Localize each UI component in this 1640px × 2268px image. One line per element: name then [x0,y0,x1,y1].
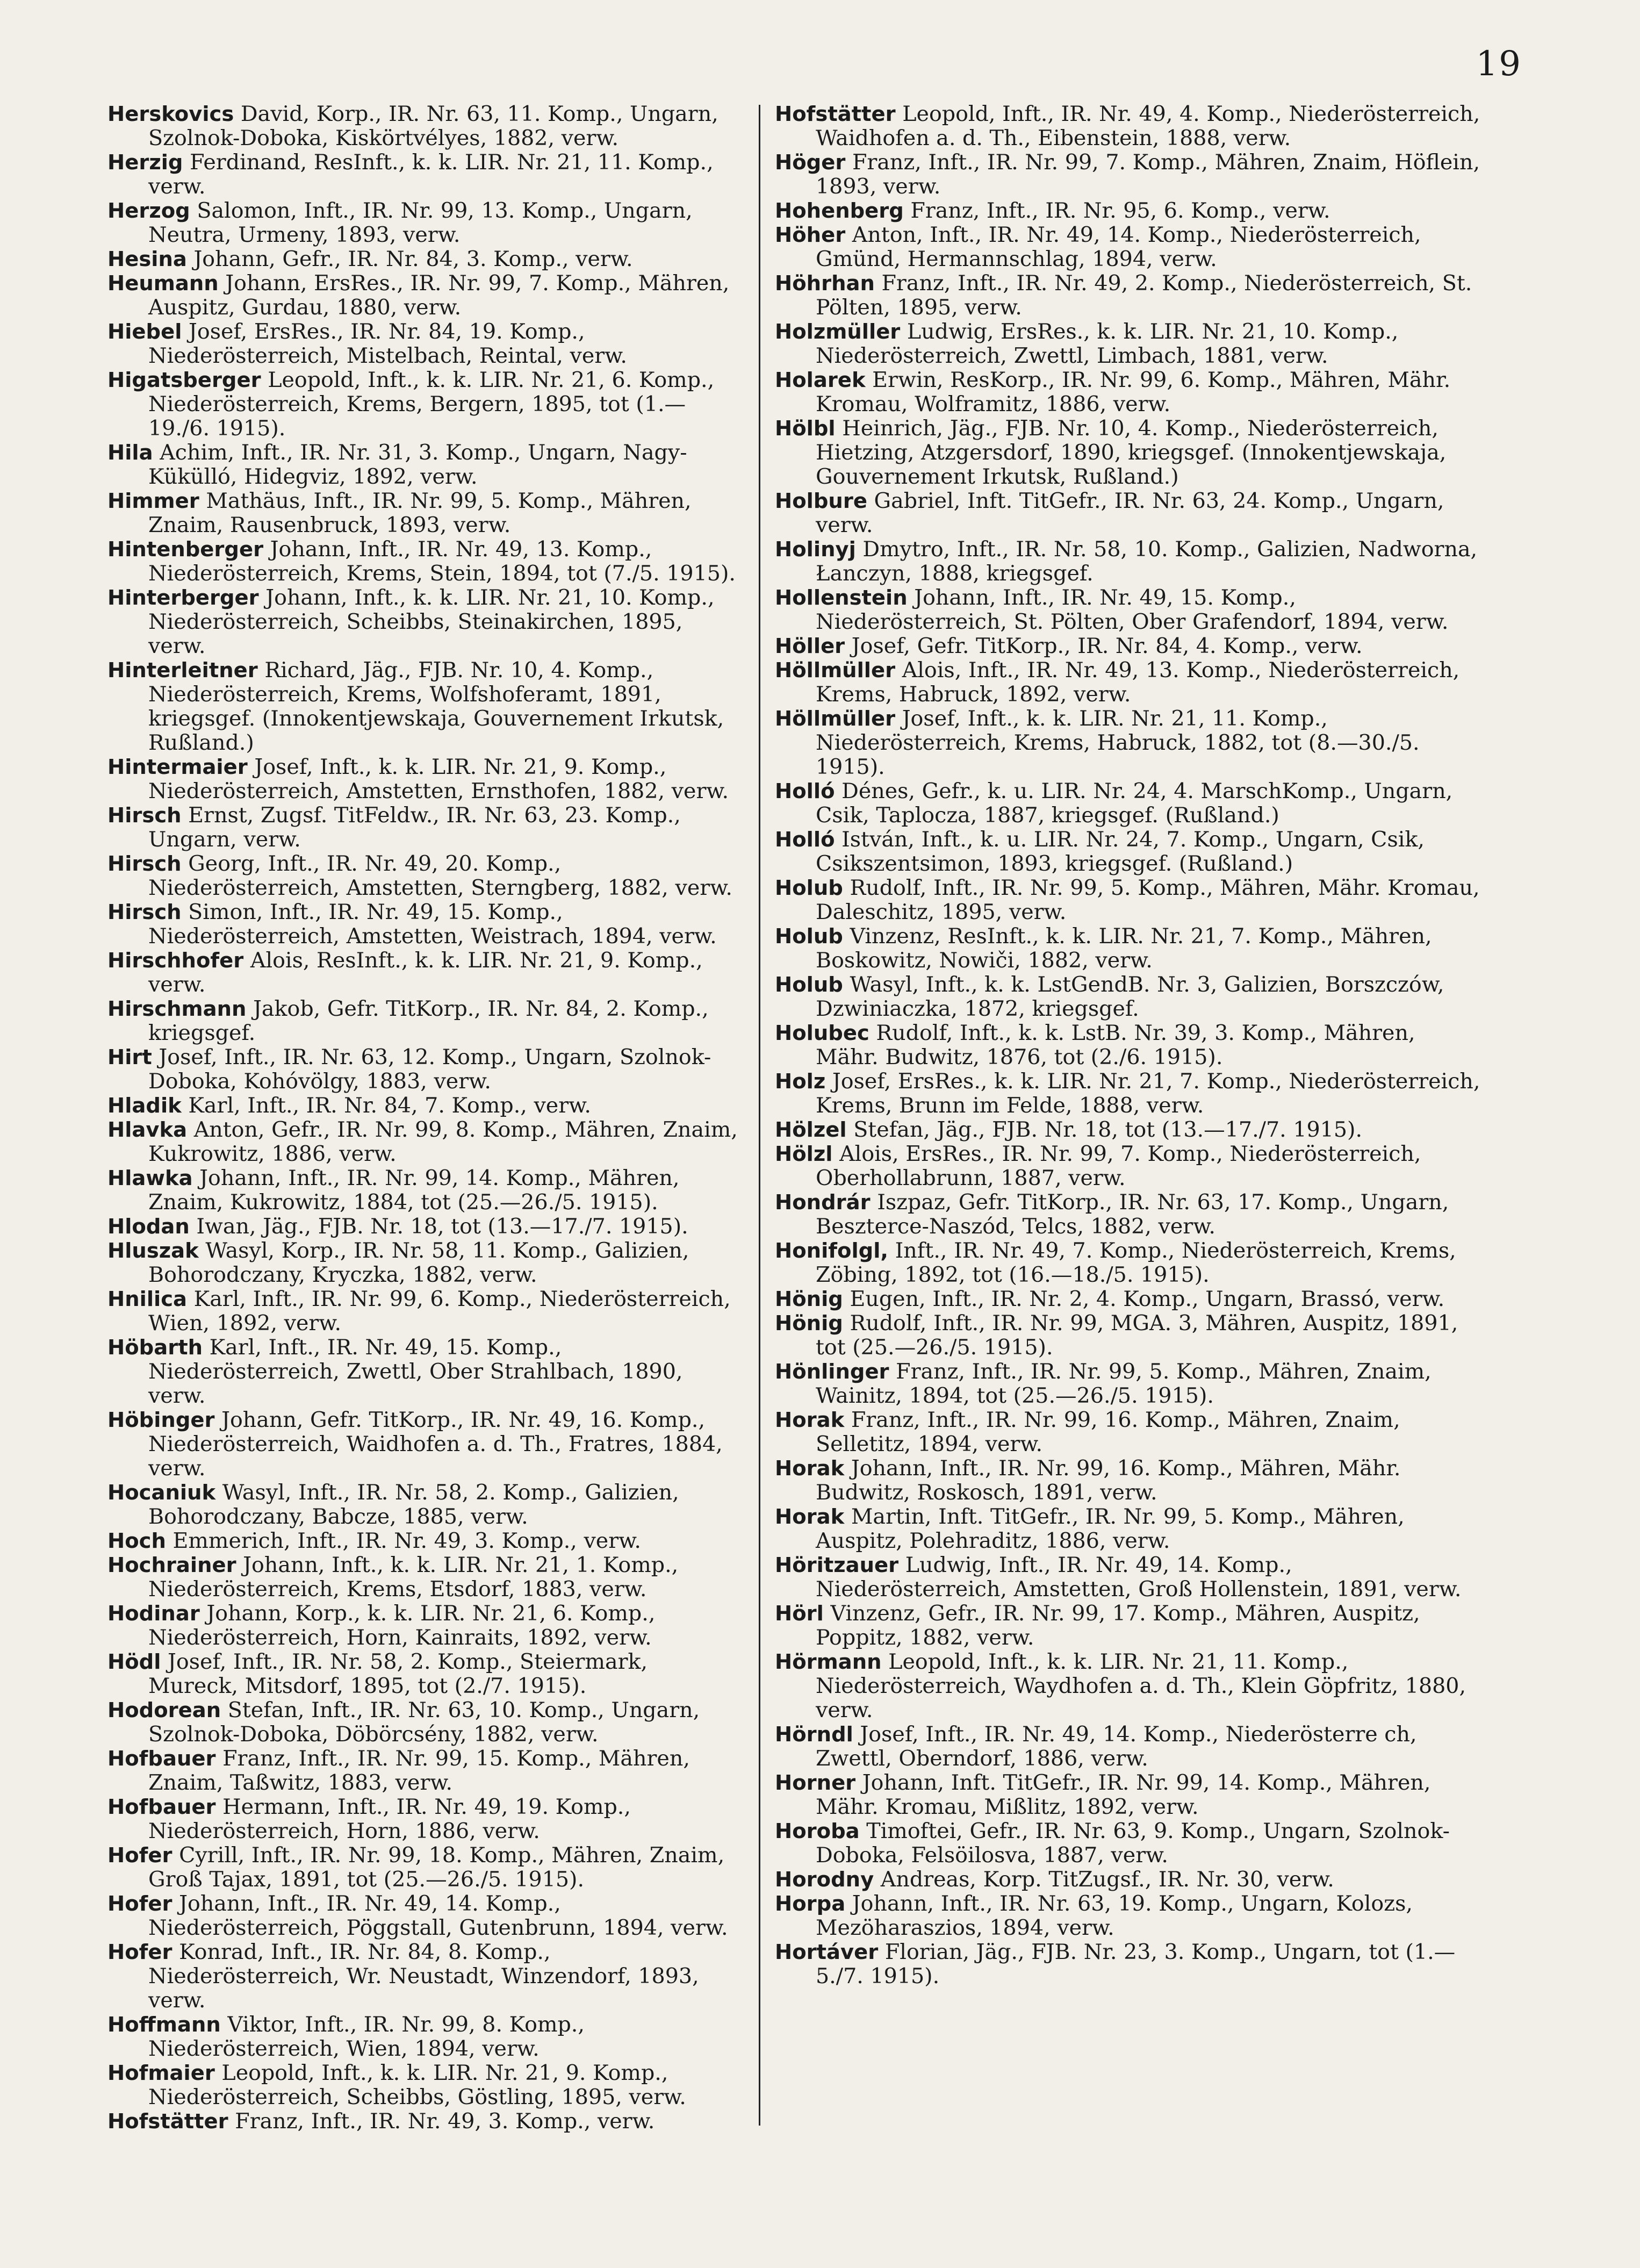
entry-details: Iwan, Jäg., FJB. Nr. 18, tot (13.—17./7. 1915). [196,1214,688,1239]
register-entry [107,1892,740,1940]
register-entry [775,876,1484,924]
entry-surname: Holinyj [775,537,856,562]
entry-surname: Horner [775,1771,856,1795]
entry-surname: Hölzel [775,1118,847,1142]
register-entry [775,199,1484,223]
entry-surname: Horak [775,1456,845,1481]
entry-surname: Hirsch [107,900,182,924]
entry-details: Rudolf, Inft., k. k. LstB. Nr. 39, 3. Komp., Mähren, Mähr. Budwitz, 1876, tot (2./6. 1915). [816,1021,1415,1070]
entry-details: Josef, Inft., IR. Nr. 49, 14. Komp., Niederösterre ch, Zwettl, Oberndorf, 1886, verw. [816,1722,1417,1771]
column-divider [759,105,760,2126]
register-entry [107,803,740,852]
entry-details: Franz, Inft., IR. Nr. 99, 5. Komp., Mähren, Znaim, Wainitz, 1894, tot (25.—26./5. 1915). [816,1359,1432,1408]
register-entry [775,1408,1484,1456]
entry-details: Johann, Inft., IR. Nr. 63, 19. Komp., Ungarn, Kolozs, Mezöharaszios, 1894, verw. [816,1891,1413,1940]
entry-surname: Hirsch [107,852,182,876]
entry-details: Johann, Inft., IR. Nr. 99, 16. Komp., Mähren, Mähr. Budwitz, Roskosch, 1891, verw. [816,1456,1401,1505]
register-entry [775,271,1484,320]
entry-surname: Himmer [107,489,199,513]
entry-details: Timoftei, Gefr., IR. Nr. 63, 9. Komp., Ungarn, Szolnok-Doboka, Felsöilosva, 1887, verw. [816,1819,1450,1868]
entry-details: Emmerich, Inft., IR. Nr. 49, 3. Komp., verw. [172,1528,641,1553]
entry-surname: Holz [775,1070,826,1094]
register-entry [775,1311,1484,1360]
entry-details: Dmytro, Inft., IR. Nr. 58, 10. Komp., Galizien, Nadworna, Łanczyn, 1888, kriegsgef. [816,537,1478,586]
entry-surname: Höllmüller [775,707,896,731]
register-entry [775,320,1484,368]
register-entry [107,1481,740,1529]
entry-surname: Hlavka [107,1118,188,1142]
entry-details: Leopold, Inft., k. k. LIR. Nr. 21, 11. Komp., Niederösterreich, Waydhofen a. d. Th., Klein Göpfritz, 1880, verw. [816,1649,1466,1722]
entry-surname: Hofer [107,1940,172,1964]
entry-details: Florian, Jäg., FJB. Nr. 23, 3. Komp., Ungarn, tot (1.—5./7. 1915). [816,1940,1456,1989]
register-entry [107,1940,740,2013]
register-entry [775,828,1484,876]
entry-surname: Higatsberger [107,368,261,392]
entry-details: Karl, Inft., IR. Nr. 84, 7. Komp., verw. [188,1093,591,1118]
entry-surname: Holarek [775,368,866,392]
entry-surname: Hirsch [107,803,182,828]
entry-details: Achim, Inft., IR. Nr. 31, 3. Komp., Ungarn, Nagy-Kükülló, Hidegviz, 1892, verw. [148,440,687,489]
entry-surname: Holub [775,924,843,949]
register-entry [107,1408,740,1481]
register-entry [775,1456,1484,1505]
entry-surname: Höller [775,634,845,658]
register-entry [775,1360,1484,1408]
entry-surname: Herzog [107,199,190,223]
entry-surname: Hoffmann [107,2013,221,2037]
entry-surname: Hofstätter [107,2109,228,2134]
register-entry [107,199,740,247]
register-entry [107,1287,740,1336]
entry-details: Johann, ErsRes., IR. Nr. 99, 7. Komp., Mähren, Auspitz, Gurdau, 1880, verw. [148,271,730,320]
entry-details: Franz, Inft., IR. Nr. 99, 16. Komp., Mähren, Znaim, Selletitz, 1894, verw. [816,1408,1400,1456]
register-entry [775,1118,1484,1142]
register-entry [775,634,1484,658]
register-entry [107,755,740,803]
entry-details: Vinzenz, Gefr., IR. Nr. 99, 17. Komp., Mähren, Auspitz, Poppitz, 1882, verw. [816,1601,1420,1650]
entry-surname: Hörndl [775,1722,853,1747]
register-entry [107,900,740,949]
register-entry [107,1118,740,1166]
register-entry [107,949,740,997]
entry-surname: Horoba [775,1819,860,1843]
entry-surname: Holub [775,876,843,900]
entry-details: Josef, ErsRes., k. k. LIR. Nr. 21, 7. Komp., Niederösterreich, Krems, Brunn im Felde, 1888, verw. [816,1069,1480,1118]
entry-surname: Hofbauer [107,1747,216,1771]
register-entry [107,102,740,150]
entry-surname: Herskovics [107,102,234,126]
entry-details: Franz, Inft., IR. Nr. 99, 7. Komp., Mähren, Znaim, Höflein, 1893, verw. [816,150,1480,199]
entry-surname: Höbarth [107,1336,203,1360]
register-entry [107,1529,740,1553]
register-entry [107,1045,740,1094]
entry-details: Simon, Inft., IR. Nr. 49, 15. Komp., Niederösterreich, Amstetten, Weistrach, 1894, verw. [148,900,717,949]
left-column [107,102,740,2134]
entry-details: Mathäus, Inft., IR. Nr. 99, 5. Komp., Mähren, Znaim, Rausenbruck, 1893, verw. [148,489,692,537]
entry-details: Karl, Inft., IR. Nr. 99, 6. Komp., Niederösterreich, Wien, 1892, verw. [148,1287,731,1336]
register-entry [775,368,1484,417]
entry-details: Johann, Inft., IR. Nr. 49, 14. Komp., Niederösterreich, Pöggstall, Gutenbrunn, 1894, verw. [148,1891,728,1940]
register-entry [775,1142,1484,1190]
register-entry [107,1747,740,1795]
register-entry [775,1553,1484,1602]
entry-details: Iszpaz, Gefr. TitKorp., IR. Nr. 63, 17. Komp., Ungarn, Beszterce-Naszód, Telcs, 1882, verw. [816,1190,1449,1239]
entry-surname: Hodorean [107,1698,221,1722]
entry-surname: Hlawka [107,1166,193,1190]
entry-surname: Hofstätter [775,102,896,126]
register-entry [775,1819,1484,1868]
entry-details: Richard, Jäg., FJB. Nr. 10, 4. Komp., Niederösterreich, Krems, Wolfshoferamt, 1891, kriegsgef. (Innokentjewskaja, Gouvernement Irkutsk, Rußland.) [148,658,724,755]
entry-surname: Horak [775,1408,845,1432]
register-entry [107,320,740,368]
entry-details: Hermann, Inft., IR. Nr. 49, 19. Komp., Niederösterreich, Horn, 1886, verw. [148,1795,631,1843]
entry-details: Johann, Inft., IR. Nr. 49, 13. Komp., Niederösterreich, Krems, Stein, 1894, tot (7./5. 1915). [148,537,736,586]
entry-surname: Hofbauer [107,1795,216,1819]
entry-details: Stefan, Jäg., FJB. Nr. 18, tot (13.—17./7. 1915). [853,1117,1363,1142]
register-entry [775,924,1484,973]
register-entry [107,1698,740,1747]
entry-surname: Hesina [107,247,187,271]
register-entry [107,271,740,320]
register-entry [107,247,740,271]
register-entry [107,537,740,586]
register-entry [107,1843,740,1892]
register-entry [107,441,740,489]
entry-surname: Hirschmann [107,997,247,1021]
entry-details: Johann, Gefr., IR. Nr. 84, 3. Komp., verw. [193,247,633,271]
entry-surname: Hohenberg [775,199,904,223]
register-entry [107,1094,740,1118]
entry-details: Johann, Gefr. TitKorp., IR. Nr. 49, 16. Komp., Niederösterreich, Waidhofen a. d. Th., Fratres, 1884, verw. [148,1408,723,1481]
entry-details: Martin, Inft. TitGefr., IR. Nr. 99, 5. Komp., Mähren, Auspitz, Polehraditz, 1886, verw. [816,1504,1405,1553]
entry-surname: Hintermaier [107,755,248,779]
register-entry [775,1722,1484,1771]
register-entry [775,223,1484,271]
register-entry [775,658,1484,707]
entry-surname: Holló [775,779,835,803]
register-entry [775,537,1484,586]
register-entry [775,1650,1484,1722]
entry-surname: Hila [107,441,153,465]
entry-surname: Höhrhan [775,271,875,296]
entry-surname: Hofmaier [107,2061,215,2085]
entry-details: Vinzenz, ResInft., k. k. LIR. Nr. 21, 7. Komp., Mähren, Boskowitz, Nowiči, 1882, verw. [816,924,1432,973]
entry-details: David, Korp., IR. Nr. 63, 11. Komp., Ungarn, Szolnok-Doboka, Kiskörtvélyes, 1882, verw. [148,102,718,150]
entry-surname: Hlodan [107,1215,190,1239]
entry-surname: Herzig [107,150,183,175]
register-entry [775,1287,1484,1311]
entry-surname: Hladik [107,1094,182,1118]
entry-surname: Hondrár [775,1190,871,1215]
register-entry [775,1940,1484,1989]
register-entry [775,707,1484,779]
entry-surname: Hintenberger [107,537,264,562]
entry-surname: Horpa [775,1892,846,1916]
entry-surname: Holló [775,828,835,852]
register-entry [107,1553,740,1602]
entry-details: Karl, Inft., IR. Nr. 49, 15. Komp., Niederösterreich, Zwettl, Ober Strahlbach, 1890, verw. [148,1335,683,1408]
register-entry [775,779,1484,828]
entry-details: Johann, Inft., IR. Nr. 99, 14. Komp., Mähren, Znaim, Kukrowitz, 1884, tot (25.—26./5. 1915). [148,1166,680,1215]
entry-details: Wasyl, Inft., IR. Nr. 58, 2. Komp., Galizien, Bohorodczany, Babcze, 1885, verw. [148,1480,679,1529]
entry-surname: Horak [775,1505,845,1529]
entry-details: Ludwig, ErsRes., k. k. LIR. Nr. 21, 10. Komp., Niederösterreich, Zwettl, Limbach, 1881, verw. [816,319,1399,368]
entry-details: Ernst, Zugsf. TitFeldw., IR. Nr. 63, 23. Komp., Ungarn, verw. [148,803,681,852]
entry-surname: Hnilica [107,1287,188,1311]
entry-details: Wasyl, Inft., k. k. LstGendB. Nr. 3, Galizien, Borszczów, Dzwiniaczka, 1872, kriegsgef. [816,972,1444,1021]
entry-details: Ludwig, Inft., IR. Nr. 49, 14. Komp., Niederösterreich, Amstetten, Groß Hollenstein, 1891, verw. [816,1553,1462,1602]
register-entry [775,1602,1484,1650]
entry-details: Anton, Gefr., IR. Nr. 99, 8. Komp., Mähren, Znaim, Kukrowitz, 1886, verw. [148,1117,738,1166]
entry-details: Anton, Inft., IR. Nr. 49, 14. Komp., Niederösterreich, Gmünd, Hermannschlag, 1894, verw. [816,223,1421,271]
entry-details: Josef, Gefr. TitKorp., IR. Nr. 84, 4. Komp., verw. [851,634,1363,658]
register-entry [107,2061,740,2109]
register-entry [107,1602,740,1650]
register-entry [775,1190,1484,1239]
register-entry [775,1505,1484,1553]
entry-details: Leopold, Inft., IR. Nr. 49, 4. Komp., Niederösterreich, Waidhofen a. d. Th., Eibenstein, 1888, verw. [816,102,1480,150]
entry-details: István, Inft., k. u. LIR. Nr. 24, 7. Komp., Ungarn, Csik, Csikszentsimon, 1893, kriegsgef. (Rußland.) [816,827,1425,876]
entry-details: Viktor, Inft., IR. Nr. 99, 8. Komp., Niederösterreich, Wien, 1894, verw. [148,2012,585,2061]
entry-surname: Hönig [775,1287,843,1311]
register-entry [775,1771,1484,1819]
entry-surname: Höbinger [107,1408,215,1432]
register-entry [107,1650,740,1698]
register-entry [107,1166,740,1215]
entry-surname: Hinterberger [107,586,259,610]
entry-surname: Holub [775,973,843,997]
entry-surname: Holzmüller [775,320,901,344]
entry-details: Josef, Inft., k. k. LIR. Nr. 21, 11. Komp., Niederösterreich, Krems, Habruck, 1882, tot (8.—30./5. 1915). [816,706,1420,779]
register-entry [107,997,740,1045]
entry-details: Stefan, Inft., IR. Nr. 63, 10. Komp., Ungarn, Szolnok-Doboka, Döbörcsény, 1882, verw. [148,1698,700,1747]
entry-details: Heinrich, Jäg., FJB. Nr. 10, 4. Komp., Niederösterreich, Hietzing, Atzgersdorf, 1890, kriegsgef. (Innokentjewskaja, Gouvernement Irkutsk, Rußland.) [816,416,1447,489]
register-entry [775,586,1484,634]
entry-surname: Holbure [775,489,867,513]
entry-surname: Hölzl [775,1142,833,1166]
entry-details: Cyrill, Inft., IR. Nr. 99, 18. Komp., Mähren, Znaim, Groß Tajax, 1891, tot (25.—26./5. 1915). [148,1843,725,1892]
entry-surname: Hluszak [107,1239,199,1263]
register-entry [107,1215,740,1239]
register-entry [107,489,740,537]
entry-details: Andreas, Korp. TitZugsf., IR. Nr. 30, verw. [880,1867,1334,1892]
entry-surname: Höher [775,223,846,247]
entry-surname: Hölbl [775,417,836,441]
register-entry [107,1336,740,1408]
entry-surname: Horodny [775,1868,874,1892]
entry-surname: Höllmüller [775,658,896,683]
register-entry [775,1868,1484,1892]
entry-details: Rudolf, Inft., IR. Nr. 99, MGA. 3, Mähren, Auspitz, 1891, tot (25.—26./5. 1915). [816,1311,1458,1360]
entry-surname: Hirschhofer [107,949,244,973]
entry-details: Johann, Inft., k. k. LIR. Nr. 21, 1. Komp., Niederösterreich, Krems, Etsdorf, 1883, verw. [148,1553,679,1602]
register-entry [775,489,1484,537]
entry-surname: Hörmann [775,1650,882,1674]
entry-details: Erwin, ResKorp., IR. Nr. 99, 6. Komp., Mähren, Mähr. Kromau, Wolframitz, 1886, verw. [816,368,1451,417]
register-entry [775,150,1484,199]
entry-surname: Hiebel [107,320,182,344]
register-entry [775,417,1484,489]
entry-details: Franz, Inft., IR. Nr. 49, 3. Komp., verw. [235,2109,655,2134]
register-entry [107,2109,740,2134]
register-entry [107,1239,740,1287]
entry-surname: Heumann [107,271,219,296]
page-number: 19 [1476,44,1522,84]
entry-details: Franz, Inft., IR. Nr. 49, 2. Komp., Niederösterreich, St. Pölten, 1895, verw. [816,271,1472,320]
entry-details: Josef, Inft., IR. Nr. 58, 2. Komp., Steiermark, Mureck, Mitsdorf, 1895, tot (2./7. 1915). [148,1649,648,1698]
entry-details: Johann, Inft., IR. Nr. 49, 15. Komp., Niederösterreich, St. Pölten, Ober Grafendorf, 1894, verw. [816,585,1449,634]
entry-details: Franz, Inft., IR. Nr. 95, 6. Komp., verw. [910,198,1330,223]
register-entry [107,1795,740,1843]
register-entry [107,852,740,900]
right-column [775,102,1484,1989]
entry-surname: Höritzauer [775,1553,899,1577]
entry-surname: Hoch [107,1529,166,1553]
entry-surname: Hönig [775,1311,843,1336]
entry-details: Johann, Korp., k. k. LIR. Nr. 21, 6. Komp., Niederösterreich, Horn, Kainraits, 1892, verw. [148,1601,656,1650]
entry-surname: Hirt [107,1045,152,1070]
entry-details: Jakob, Gefr. TitKorp., IR. Nr. 84, 2. Komp., kriegsgef. [148,996,709,1045]
entry-details: Josef, ErsRes., IR. Nr. 84, 19. Komp., Niederösterreich, Mistelbach, Reintal, verw. [148,319,627,368]
register-entry [107,586,740,658]
entry-details: Salomon, Inft., IR. Nr. 99, 13. Komp., Ungarn, Neutra, Urmeny, 1893, verw. [148,198,693,247]
entry-surname: Hinterleitner [107,658,258,683]
entry-surname: Hörl [775,1602,824,1626]
entry-surname: Hortáver [775,1940,879,1964]
entry-details: Franz, Inft., IR. Nr. 99, 15. Komp., Mähren, Znaim, Taßwitz, 1883, verw. [148,1746,690,1795]
entry-details: Konrad, Inft., IR. Nr. 84, 8. Komp., Niederösterreich, Wr. Neustadt, Winzendorf, 1893, verw. [148,1940,699,2013]
entry-details: Eugen, Inft., IR. Nr. 2, 4. Komp., Ungarn, Brassó, verw. [850,1287,1445,1311]
register-entry [107,658,740,755]
entry-details: Josef, Inft., k. k. LIR. Nr. 21, 9. Komp., Niederösterreich, Amstetten, Ernsthofen, 1882, verw. [148,755,729,803]
entry-surname: Hocaniuk [107,1481,216,1505]
entry-details: Josef, Inft., IR. Nr. 63, 12. Komp., Ungarn, Szolnok-Doboka, Kohóvölgy, 1883, verw. [148,1045,711,1094]
entry-details: Wasyl, Korp., IR. Nr. 58, 11. Komp., Galizien, Bohorodczany, Kryczka, 1882, verw. [148,1238,689,1287]
entry-surname: Hofer [107,1892,172,1916]
register-entry [775,1892,1484,1940]
entry-details: Gabriel, Inft. TitGefr., IR. Nr. 63, 24. Komp., Ungarn, verw. [816,489,1444,537]
entry-details: Leopold, Inft., k. k. LIR. Nr. 21, 9. Komp., Niederösterreich, Scheibbs, Göstling, 1895, verw. [148,2061,686,2109]
register-entry [107,2013,740,2061]
entry-details: Johann, Inft., k. k. LIR. Nr. 21, 10. Komp., Niederösterreich, Scheibbs, Steinakirchen, 1895, verw. [148,585,715,658]
register-entry [775,973,1484,1021]
entry-surname: Hönlinger [775,1360,889,1384]
entry-surname: Holubec [775,1021,869,1045]
entry-surname: Hödl [107,1650,161,1674]
entry-details: Dénes, Gefr., k. u. LIR. Nr. 24, 4. MarschKomp., Ungarn, Csik, Taplocza, 1887, kriegsgef. (Rußland.) [816,779,1453,828]
entry-details: Georg, Inft., IR. Nr. 49, 20. Komp., Niederösterreich, Amstetten, Sterngberg, 1882, verw. [148,851,732,900]
entry-details: Alois, ErsRes., IR. Nr. 99, 7. Komp., Niederösterreich, Oberhollabrunn, 1887, verw. [816,1142,1421,1190]
register-entry [775,1070,1484,1118]
entry-details: Inft., IR. Nr. 49, 7. Komp., Niederösterreich, Krems, Zöbing, 1892, tot (16.—18./5. 1915). [816,1238,1456,1287]
register-entry [107,368,740,441]
entry-surname: Höger [775,150,846,175]
entry-details: Ferdinand, ResInft., k. k. LIR. Nr. 21, 11. Komp., verw. [148,150,714,199]
entry-surname: Honifolgl, [775,1239,889,1263]
register-entry [775,1021,1484,1070]
entry-details: Alois, Inft., IR. Nr. 49, 13. Komp., Niederösterreich, Krems, Habruck, 1892, verw. [816,658,1460,707]
entry-details: Johann, Inft. TitGefr., IR. Nr. 99, 14. Komp., Mähren, Mähr. Kromau, Mißlitz, 1892, verw. [816,1770,1431,1819]
entry-surname: Hofer [107,1843,172,1868]
entry-surname: Hodinar [107,1602,200,1626]
entry-details: Alois, ResInft., k. k. LIR. Nr. 21, 9. Komp., verw. [148,948,703,997]
register-entry [107,150,740,199]
entry-surname: Hochrainer [107,1553,236,1577]
register-entry [775,102,1484,150]
entry-details: Leopold, Inft., k. k. LIR. Nr. 21, 6. Komp., Niederösterreich, Krems, Bergern, 1895, tot (1.—19./6. 1915). [148,368,715,441]
register-entry [775,1239,1484,1287]
entry-surname: Hollenstein [775,586,908,610]
entry-details: Rudolf, Inft., IR. Nr. 99, 5. Komp., Mähren, Mähr. Kromau, Daleschitz, 1895, verw. [816,875,1480,924]
